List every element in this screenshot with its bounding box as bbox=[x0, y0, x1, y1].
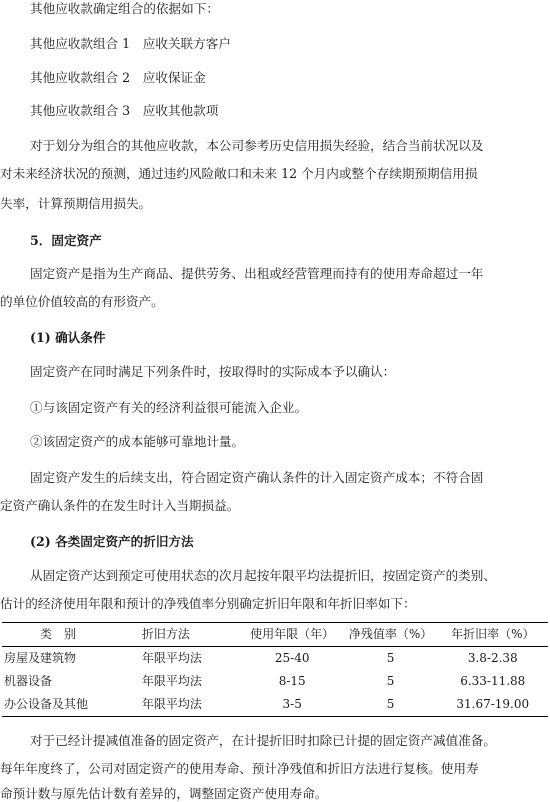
column-header: 折旧方法 bbox=[141, 627, 190, 641]
table-header-row bbox=[2, 623, 548, 647]
paragraph-line: 估计的经济使用年限和预计的净残值率分别确定折旧年限和年折旧率如下： bbox=[0, 596, 416, 611]
table-cell: 办公设备及其他 bbox=[4, 697, 89, 711]
depreciation-table bbox=[2, 622, 548, 717]
paragraph-line: 其他应收款组合 2 应收保证金 bbox=[30, 70, 206, 85]
table-cell: 5 bbox=[386, 697, 395, 711]
table-row bbox=[2, 647, 548, 671]
table-cell: 房屋及建筑物 bbox=[4, 651, 77, 665]
paragraph-line: 其他应收款确定组合的依据如下： bbox=[30, 1, 219, 16]
table-cell: 年限平均法 bbox=[141, 651, 202, 665]
table-cell: 机器设备 bbox=[4, 674, 53, 688]
paragraph-line: 对于已经计提减值准备的固定资产，在计提折旧时扣除已计提的固定资产减值准备。 bbox=[30, 733, 496, 748]
table-cell: 5 bbox=[386, 651, 395, 665]
paragraph-line: 失率，计算预期信用损失。 bbox=[0, 196, 152, 211]
subsection-heading: (2) 各类固定资产的折旧方法 bbox=[30, 534, 194, 549]
table-cell: 6.33-11.88 bbox=[460, 674, 526, 688]
table-cell: 年限平均法 bbox=[141, 674, 202, 688]
paragraph-line: 命预计数与原先估计数有差异的，调整固定资产使用寿命。 bbox=[0, 786, 328, 801]
table-cell: 年限平均法 bbox=[141, 697, 202, 711]
column-header: 类 别 bbox=[40, 627, 77, 641]
column-header: 年折旧率（%） bbox=[451, 627, 535, 641]
table-cell: 3.8-2.38 bbox=[467, 651, 518, 665]
table-row bbox=[2, 693, 548, 717]
paragraph-line: 固定资产在同时满足下列条件时，按取得时的实际成本予以确认： bbox=[30, 364, 396, 379]
paragraph-line: 每年年度终了，公司对固定资产的使用寿命、预计净残值和折旧方法进行复核。使用寿 bbox=[0, 761, 479, 776]
table-cell: 31.67-19.00 bbox=[456, 697, 530, 711]
paragraph-line: 其他应收款组合 3 应收其他款项 bbox=[30, 103, 219, 118]
paragraph-line: 其他应收款组合 1 应收关联方客户 bbox=[30, 36, 231, 51]
table-cell: 5 bbox=[386, 674, 395, 688]
paragraph-line: 对于划分为组合的其他应收款，本公司参考历史信用损失经验，结合当前状况以及 bbox=[30, 138, 484, 153]
column-header: 净残值率（%） bbox=[348, 627, 433, 641]
paragraph-line: 固定资产是指为生产商品、提供劳务、出租或经营管理而持有的使用寿命超过一年 bbox=[30, 266, 484, 281]
paragraph-line: 固定资产发生的后续支出，符合固定资产确认条件的计入固定资产成本；不符合固 bbox=[30, 470, 484, 485]
paragraph-line: 的单位价值较高的有形资产。 bbox=[0, 294, 164, 309]
table-cell: 8-15 bbox=[278, 674, 306, 688]
paragraph-line: 定资产确认条件的在发生时计入当期损益。 bbox=[0, 498, 240, 513]
column-header: 使用年限（年） bbox=[250, 627, 335, 641]
table-row bbox=[2, 670, 548, 693]
paragraph-line: 对未来经济状况的预测，通过违约风险敞口和未来 12 个月内或整个存续期预期信用损 bbox=[0, 166, 478, 181]
paragraph-line: ②该固定资产的成本能够可靠地计量。 bbox=[30, 434, 245, 449]
table-cell: 25-40 bbox=[274, 651, 310, 665]
section-heading: 5．固定资产 bbox=[30, 233, 102, 248]
table-cell: 3-5 bbox=[282, 697, 302, 711]
subsection-heading: (1) 确认条件 bbox=[30, 330, 106, 345]
paragraph-line: 从固定资产达到预定可使用状态的次月起按年限平均法提折旧，按固定资产的类别、 bbox=[30, 568, 496, 583]
paragraph-line: ①与该固定资产有关的经济利益很可能流入企业。 bbox=[30, 400, 308, 415]
